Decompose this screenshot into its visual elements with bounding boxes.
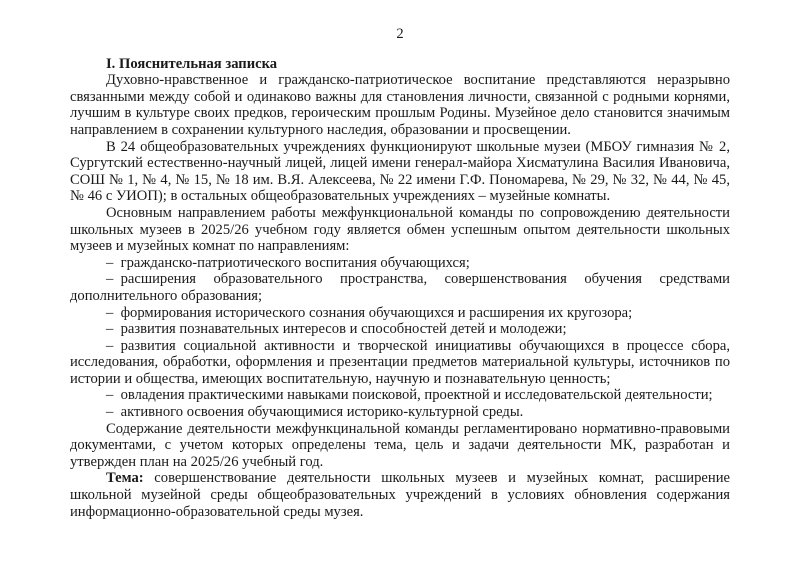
- paragraph-museums-list: В 24 общеобразовательных учреждениях функционируют школьные музеи (МБОУ гимназия № 2, Сургутский естественно-научный лицей, лицей имени генерал-майора Хисматулина Василия Ивановича, СОШ № 1, № 4, № 15, № 18 им. В.Я. Алексеева, № 22 имени Г.Ф. Пономарева, № 29, № 32, № 44, № 45, № 46 с УИОП); в остальных общеобразовательных учреждениях – музейные комнаты.: [70, 138, 730, 205]
- page-number: 2: [396, 26, 404, 42]
- paragraph-intro: Духовно-нравственное и гражданско-патриотическое воспитание представляются неразрывно связанными между собой и одинаково важны для становления личности, связанной с родными корнями, лучшим в культуре своих предков, героическим прошлым Родины. Музейное дело становится значимым направлением в сохранении культурного наследия, образовании и просвещении.: [70, 72, 730, 138]
- paragraph-main-direction: Основным направлением работы межфункциональной команды по сопровождению деятельности школьных музеев в 2025/26 учебном году является обмен успешным опытом деятельности школьных музеев и музейных комнат по направлениям:: [70, 204, 730, 255]
- list-item: – гражданско-патриотического воспитания обучающихся;: [106, 254, 470, 271]
- theme-label: Тема:: [106, 470, 144, 487]
- list-item: – расширения образовательного пространства, совершенствования обучения средствами дополнительного образования;: [70, 271, 730, 304]
- paragraph-content-regulation: Содержание деятельности межфункцинальной команды регламентировано нормативно-правовыми документами, с учетом которых определены тема, цель и задачи деятельности МК, разработан и утвержден план на 2025/26 учебный год.: [70, 420, 730, 470]
- list-item: – формирования исторического сознания обучающихся и расширения их кругозора;: [106, 304, 633, 321]
- paragraph-theme: [70, 470, 730, 520]
- list-item: – овладения практическими навыками поисковой, проектной и исследовательской деятельности;: [106, 387, 713, 404]
- list-item: – развития познавательных интересов и способностей детей и молодежи;: [106, 321, 567, 338]
- theme-text: совершенствование деятельности школьных музеев и музейных комнат, расширение школьной музейной среды общеобразовательных учреждений в условиях обновления содержания информационно-образовательной среды музея.: [70, 470, 730, 520]
- list-item: – активного освоения обучающимися историко-культурной среды.: [106, 404, 524, 421]
- section-heading: I. Пояснительная записка: [106, 55, 278, 72]
- bullet-list: [70, 255, 730, 421]
- list-item: – развития социальной активности и творческой инициативы обучающихся в процессе сбора, исследования, обработки, оформления и презентации предметов материальной культуры, источников по истории и общества, имеющих воспитательную, научную и познавательную ценность;: [70, 337, 730, 387]
